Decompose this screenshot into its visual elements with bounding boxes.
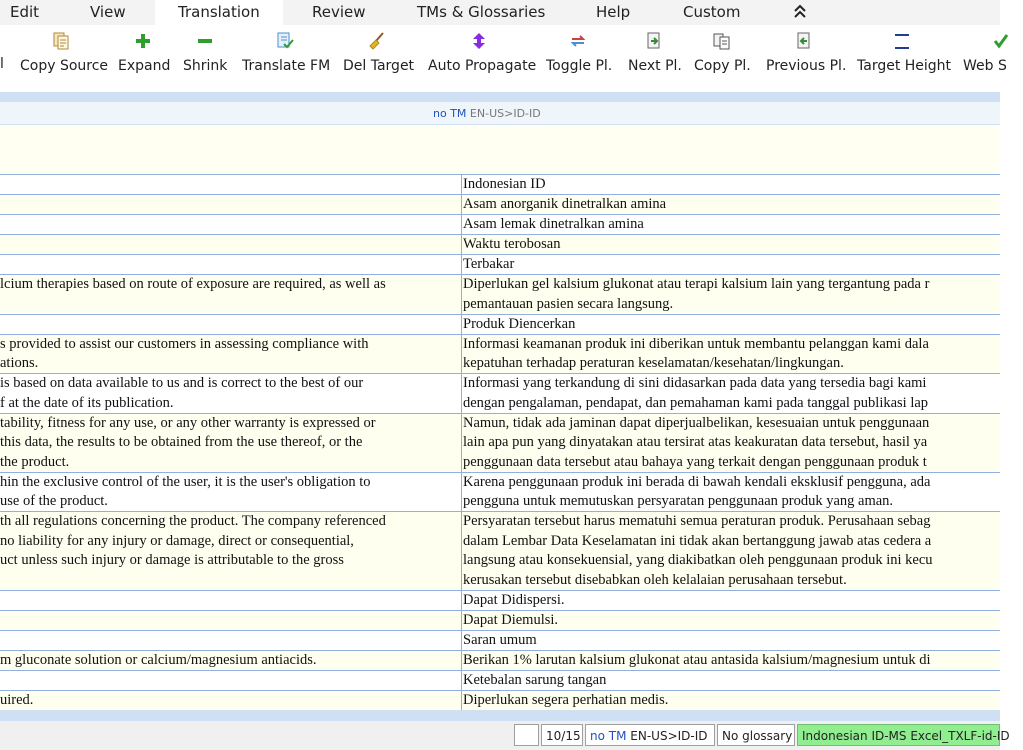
table-row[interactable] — [0, 630, 1000, 650]
source-cell[interactable] — [0, 255, 458, 275]
table-row[interactable] — [0, 610, 1000, 630]
source-cell[interactable]: hin the exclusive control of the user, it is the user's obligation to use of the product. — [0, 473, 371, 509]
toggle-placeable-label: Toggle Pl. — [546, 58, 613, 74]
menu-bar — [0, 0, 1000, 25]
shrink-label: Shrink — [183, 58, 228, 74]
copy-source-button[interactable] — [20, 31, 109, 81]
table-row[interactable] — [0, 413, 1000, 472]
target-height-button[interactable] — [857, 31, 952, 81]
source-cell[interactable] — [0, 591, 458, 611]
up-down-arrow-icon — [469, 31, 489, 51]
table-row[interactable] — [0, 174, 1000, 194]
web-search-icon — [991, 31, 1011, 51]
translate-fm-label: Translate FM — [242, 58, 331, 74]
source-cell[interactable] — [0, 175, 458, 195]
source-cell[interactable]: is based on data available to us and is correct to the best of our f at the date of its publication. — [0, 375, 364, 411]
toggle-placeable-button[interactable] — [546, 31, 613, 81]
previous-placeable-icon — [794, 31, 814, 51]
copy-placeable-icon — [712, 31, 732, 51]
table-row[interactable] — [0, 650, 1000, 670]
del-target-button[interactable] — [343, 31, 415, 81]
status-lang-pair: EN-US>ID-ID — [630, 729, 708, 743]
header-strip — [0, 92, 1000, 102]
target-cell[interactable]: Saran umum — [461, 631, 1002, 651]
auto-propagate-button[interactable] — [428, 31, 537, 81]
menu-edit[interactable]: Edit — [10, 3, 40, 21]
expand-button[interactable] — [118, 31, 171, 81]
target-cell[interactable]: Namun, tidak ada jaminan dapat diperjualbelikan, kesesuaian untuk penggunaan lain apa pun yang dinyatakan atau tersirat atas keakuratan data tersebut, hasil ya penggunaan data tersebut atau bahaya yang terkait dengan penggunaan produk t — [461, 414, 1002, 473]
copy-placeable-button[interactable] — [694, 31, 750, 81]
target-height-label: Target Height — [857, 58, 952, 74]
table-row[interactable] — [0, 274, 1000, 314]
auto-propagate-label: Auto Propagate — [428, 58, 537, 74]
tm-info — [433, 107, 541, 120]
double-chevron-up-icon[interactable] — [793, 2, 807, 24]
expand-label: Expand — [118, 58, 171, 74]
source-cell[interactable]: s provided to assist our customers in assessing compliance with ations. — [0, 335, 369, 371]
menu-translation[interactable]: Translation — [155, 0, 283, 25]
previous-placeable-button[interactable] — [766, 31, 847, 81]
menu-view[interactable]: View — [90, 3, 126, 21]
grid-header-gap — [0, 124, 1000, 175]
table-row[interactable] — [0, 314, 1000, 334]
menu-help[interactable]: Help — [596, 3, 631, 21]
previous-placeable-label: Previous Pl. — [766, 58, 847, 74]
translate-fm-icon — [275, 31, 295, 51]
source-cell[interactable] — [0, 195, 458, 215]
target-cell[interactable]: Produk Diencerkan — [461, 315, 1002, 335]
copy-source-label: Copy Source — [20, 58, 109, 74]
table-row[interactable] — [0, 590, 1000, 610]
status-tm[interactable] — [585, 724, 715, 746]
next-placeable-icon — [644, 31, 664, 51]
table-row[interactable] — [0, 234, 1000, 254]
status-tm-label: no TM — [590, 729, 627, 743]
target-cell[interactable]: Diperlukan gel kalsium glukonat atau terapi kalsium lain yang tergantung pada r pemantauan pasien secara langsung. — [461, 275, 1002, 315]
shrink-button[interactable] — [183, 31, 227, 81]
target-cell[interactable]: Dapat Diemulsi. — [461, 611, 1002, 631]
table-row[interactable] — [0, 334, 1000, 374]
translation-grid — [0, 174, 1000, 710]
target-cell[interactable]: Informasi yang terkandung di sini didasarkan pada data yang tersedia bagi kami dengan pengalaman, pendapat, dan pemahaman kami pada tanggal publikasi lap — [461, 374, 1002, 414]
table-row[interactable] — [0, 690, 1000, 710]
source-cell[interactable] — [0, 671, 458, 691]
translate-fm-button[interactable] — [242, 31, 331, 81]
source-cell[interactable] — [0, 215, 458, 235]
target-cell[interactable]: Persyaratan tersebut harus mematuhi semua peraturan produk. Perusahaan sebag dalam Lembar Data Keselamatan ini tidak akan bertanggung jawab atas cedera a langsung atau konsekuensial, yang diakibatkan oleh penggunaan produk ini kecu kerusakan tersebut disebabkan oleh kelalaian perusahaan tersebut. — [461, 512, 1002, 591]
del-target-label: Del Target — [343, 58, 415, 74]
target-cell[interactable]: Dapat Didispersi. — [461, 591, 1002, 611]
web-search-label: Web S — [963, 58, 1007, 74]
target-cell[interactable]: Informasi keamanan produk ini diberikan untuk membantu pelanggan kami dala kepatuhan terhadap peraturan keselamatan/kesehatan/lingkungan. — [461, 335, 1002, 375]
source-cell[interactable] — [0, 611, 458, 631]
table-row[interactable] — [0, 472, 1000, 512]
table-row[interactable] — [0, 194, 1000, 214]
target-cell[interactable]: Terbakar — [461, 255, 1002, 275]
target-cell[interactable]: Asam lemak dinetralkan amina — [461, 215, 1002, 235]
target-cell[interactable]: Ketebalan sarung tangan — [461, 671, 1002, 691]
glossary-status[interactable]: No glossary — [717, 724, 795, 746]
status-bar — [0, 721, 1010, 750]
source-cell[interactable]: lcium therapies based on route of exposure are required, as well as — [0, 276, 386, 292]
status-empty-cell — [514, 724, 539, 746]
toggle-arrows-icon — [568, 31, 588, 51]
table-row[interactable] — [0, 254, 1000, 274]
truncated-toolbar-edge: l — [0, 56, 4, 72]
table-row[interactable] — [0, 214, 1000, 234]
plus-icon — [133, 31, 153, 51]
project-name[interactable]: Indonesian ID-MS Excel_TXLF-id-ID — [797, 724, 1000, 746]
tm-status: no TM — [433, 107, 467, 120]
ribbon-toolbar — [0, 25, 1007, 93]
target-cell[interactable]: Diperlukan segera perhatian medis. — [461, 691, 1002, 711]
source-cell[interactable] — [0, 235, 458, 255]
grid-bottom-strip — [0, 710, 1000, 721]
segment-counter[interactable]: 10/15 — [541, 724, 583, 746]
minus-icon — [195, 31, 215, 51]
target-cell[interactable]: Waktu terobosan — [461, 235, 1002, 255]
table-row[interactable] — [0, 511, 1000, 590]
target-cell[interactable]: Berikan 1% larutan kalsium glukonat atau antasida kalsium/magnesium untuk di — [461, 651, 1002, 671]
source-cell[interactable]: th all regulations concerning the product. The company referenced no liability for any injury or damage, direct or consequential, uct unless such injury or damage is attributable to the gross — [0, 513, 386, 568]
source-cell[interactable]: tability, fitness for any use, or any other warranty is expressed or this data, the results to be obtained from the use thereof, or the the product. — [0, 414, 376, 470]
source-cell[interactable] — [0, 631, 458, 651]
tm-info-bar — [0, 102, 1000, 125]
web-search-button[interactable] — [963, 31, 1023, 81]
table-row[interactable] — [0, 373, 1000, 413]
next-placeable-button[interactable] — [628, 31, 680, 81]
source-cell[interactable] — [0, 315, 458, 335]
target-cell[interactable]: Karena penggunaan produk ini berada di bawah kendali eksklusif pengguna, ada pengguna untuk memutuskan persyaratan penggunaan produk yang aman. — [461, 473, 1002, 513]
next-placeable-label: Next Pl. — [628, 58, 682, 74]
copy-source-icon — [51, 31, 71, 51]
target-cell[interactable]: Indonesian ID — [461, 175, 1002, 195]
table-row[interactable] — [0, 670, 1000, 690]
source-cell[interactable]: m gluconate solution or calcium/magnesium antiacids. — [0, 651, 317, 668]
menu-tms-glossaries[interactable]: TMs & Glossaries — [417, 3, 546, 21]
menu-custom[interactable]: Custom — [683, 3, 741, 21]
target-height-icon — [892, 31, 912, 51]
broom-icon — [367, 31, 387, 51]
copy-placeable-label: Copy Pl. — [694, 58, 751, 74]
source-cell[interactable]: uired. — [0, 691, 34, 708]
target-cell[interactable]: Asam anorganik dinetralkan amina — [461, 195, 1002, 215]
menu-review[interactable]: Review — [312, 3, 366, 21]
tm-language-pair: EN-US>ID-ID — [469, 107, 541, 120]
